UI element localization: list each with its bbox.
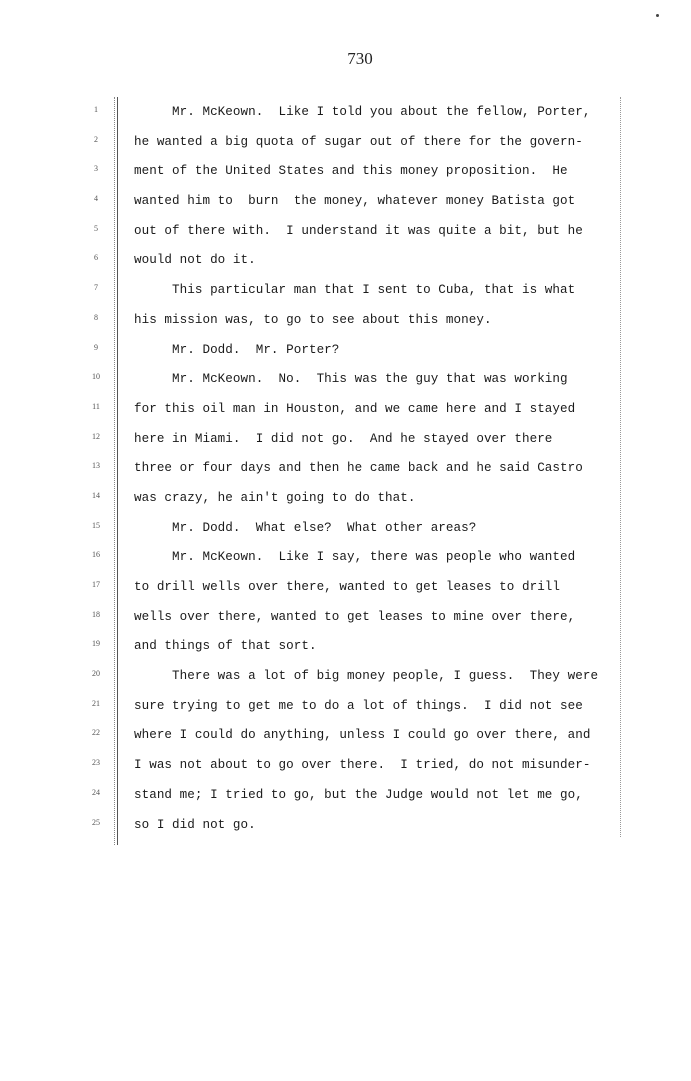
transcript-line: out of there with. I understand it was quite a bit, but he	[134, 223, 583, 238]
transcript-line: Mr. Dodd. Mr. Porter?	[134, 342, 340, 357]
line-number: 25	[92, 817, 100, 827]
line-number: 21	[92, 698, 100, 708]
transcript-line: Mr. Dodd. What else? What other areas?	[134, 520, 477, 535]
line-number: 10	[92, 372, 100, 382]
transcript-line: wanted him to burn the money, whatever money Batista got	[134, 194, 576, 209]
line-number: 13	[92, 461, 100, 471]
line-number: 1	[94, 105, 98, 114]
transcript-line: to drill wells over there, wanted to get leases to drill	[134, 580, 561, 594]
line-number: 11	[92, 401, 100, 411]
line-number-column	[88, 104, 104, 846]
line-number: 2	[94, 134, 98, 144]
transcript-line: here in Miami. I did not go. And he stayed over there	[134, 431, 553, 446]
line-number: 14	[92, 490, 100, 500]
transcript-line: his mission was, to go to see about this money.	[134, 312, 492, 327]
transcript-body	[134, 101, 618, 843]
transcript-line: wells over there, wanted to get leases to mine over there,	[134, 609, 576, 624]
line-number: 23	[92, 758, 100, 768]
left-margin-rule-dotted	[114, 97, 115, 845]
line-number: 22	[92, 728, 100, 738]
line-number: 19	[92, 639, 100, 649]
transcript-line: he wanted a big quota of sugar out of there for the govern-	[134, 134, 583, 149]
line-number: 16	[92, 550, 100, 560]
line-number: 12	[92, 431, 100, 441]
transcript-line: Mr. McKeown. Like I say, there was people who wanted	[134, 550, 576, 565]
transcript-line: ment of the United States and this money proposition. He	[134, 164, 568, 179]
line-number: 15	[92, 520, 100, 530]
line-number: 7	[94, 283, 98, 293]
transcript-line: would not do it.	[134, 253, 256, 268]
line-number: 20	[92, 669, 100, 679]
transcript-line: I was not about to go over there. I tried, do not misunder-	[134, 758, 591, 773]
transcript-line: This particular man that I sent to Cuba, that is what	[134, 283, 576, 298]
corner-speck	[656, 14, 659, 17]
line-number: 17	[92, 580, 100, 589]
line-number: 8	[94, 312, 98, 322]
left-margin-rule	[117, 97, 118, 845]
right-margin-rule	[620, 97, 621, 837]
transcript-line: stand me; I tried to go, but the Judge would not let me go,	[134, 787, 583, 802]
transcript-line: sure trying to get me to do a lot of things. I did not see	[134, 698, 583, 713]
transcript-line: for this oil man in Houston, and we came here and I stayed	[134, 401, 576, 416]
transcript-line: three or four days and then he came back and he said Castro	[134, 461, 583, 476]
transcript-line: Mr. McKeown. Like I told you about the fellow, Porter,	[134, 105, 591, 119]
line-number: 24	[92, 787, 100, 797]
transcript-line: and things of that sort.	[134, 639, 317, 654]
line-number: 3	[94, 164, 98, 174]
page-number: 730	[347, 49, 373, 68]
transcript-line: was crazy, he ain't going to do that.	[134, 490, 416, 505]
transcript-line: Mr. McKeown. No. This was the guy that was working	[134, 372, 568, 387]
transcript-line: There was a lot of big money people, I guess. They were	[134, 669, 599, 684]
line-number: 6	[94, 253, 98, 263]
transcript-line: so I did not go.	[134, 817, 256, 832]
line-number: 5	[94, 223, 98, 233]
transcript-line: where I could do anything, unless I could go over there, and	[134, 728, 591, 743]
line-number: 18	[92, 609, 100, 619]
line-number: 9	[94, 342, 98, 352]
line-number: 4	[94, 194, 98, 204]
